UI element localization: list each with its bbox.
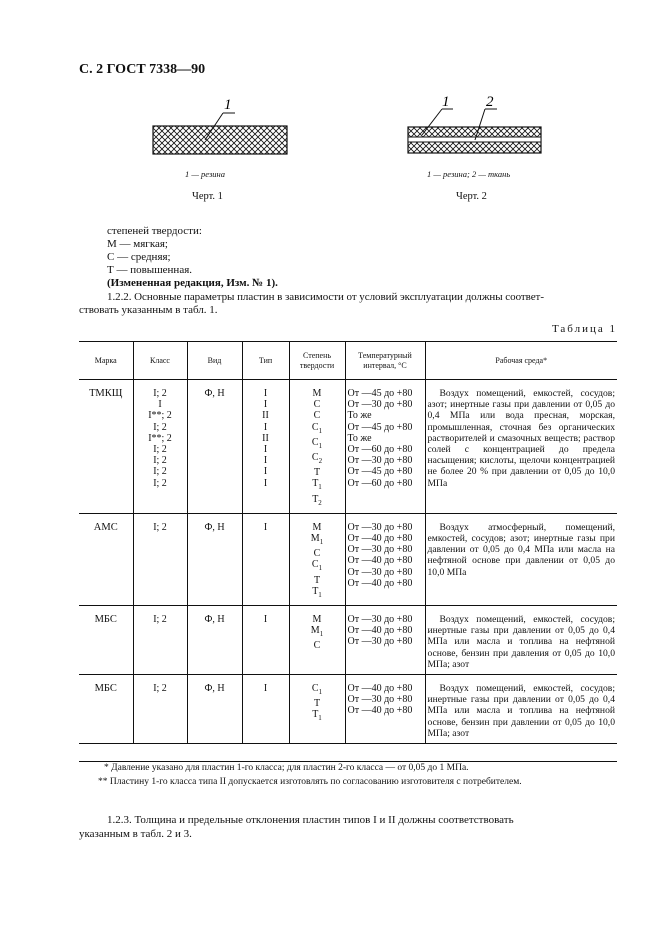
cell-mark: [79, 380, 133, 514]
cell-hardness: [289, 675, 345, 744]
table-row: [79, 606, 617, 675]
header-medium: Рабочая среда*: [425, 342, 617, 380]
cell-view-text: Ф, Н: [204, 614, 225, 626]
cell-type-line: I: [263, 444, 268, 456]
cell-mark: [79, 513, 133, 605]
paragraph-1-2-2-line-2: ствовать указанным в табл. 1.: [79, 304, 218, 316]
cell-mark-text: МБС: [94, 683, 117, 695]
cell-hardness-line: $С_1$: [311, 559, 323, 573]
cell-type-line: I: [263, 421, 268, 433]
cell-class-line: I; 2: [153, 455, 167, 467]
cell-type: [242, 513, 289, 605]
cell-mark-text: ТМКЩ: [89, 388, 123, 399]
cell-mark-text: МБС: [94, 614, 117, 626]
cell-temperature-line: От —30 до +80: [347, 544, 413, 556]
intro-line: Т — повышенная.: [107, 264, 193, 276]
cell-hardness-line: М: [312, 521, 322, 533]
cell-hardness-line: М: [312, 614, 322, 626]
cell-type-line: I: [263, 455, 268, 467]
cell-class: [133, 380, 187, 514]
cell-temperature-line: От —30 до +80: [347, 521, 413, 533]
cell-type-line: I: [263, 683, 268, 695]
cell-type-line: II: [262, 410, 269, 422]
header-temperature: Температурный интервал, °С: [345, 342, 425, 380]
cell-temperature: [345, 380, 425, 514]
paragraph-1-2-2-line-1: 1.2.2. Основные параметры пластин в зависимости от условий эксплуатации должны соответ-: [107, 291, 544, 303]
figure-2-drawing: [405, 95, 545, 157]
cell-type: [242, 606, 289, 675]
cell-class: [133, 675, 187, 744]
cell-temperature-line: От —30 до +80: [347, 636, 413, 648]
cell-class-line: I; 2: [153, 614, 167, 626]
table-1: [79, 341, 617, 744]
cell-hardness: [289, 606, 345, 675]
paragraph-1-2-3-line-2: указанным в табл. 2 и 3.: [79, 828, 192, 840]
cell-temperature: [345, 675, 425, 744]
figure-1-callout-number: 1: [224, 97, 232, 113]
cell-temperature: [345, 606, 425, 675]
cell-view: [187, 606, 242, 675]
figure-2-callout-1: 1: [442, 95, 450, 110]
cell-view: [187, 380, 242, 514]
cell-medium-text: Воздух атмосферный, помещений, емкостей, сосудов; азот; инертные газы при давлении от 0,05 до 0,4 МПа или масла на нефтяной основе при давлении от 0,05 до 10,0 МПа: [427, 521, 615, 578]
cell-temperature-line: От —45 до +80: [347, 466, 413, 478]
cell-hardness-line: $С_1$: [311, 421, 323, 435]
cell-hardness-line: Т: [313, 698, 321, 710]
cell-temperature-line: От —60 до +80: [347, 477, 413, 489]
cell-type-line: I: [263, 399, 268, 411]
figure-2-caption: 1 — резина; 2 — ткань: [427, 169, 511, 179]
intro-line: степеней твердости:: [107, 225, 202, 237]
cell-type-line: I: [263, 521, 268, 533]
cell-temperature-line: От —40 до +80: [347, 555, 413, 567]
cell-class-line: I; 2: [153, 521, 167, 533]
cell-class-line: I; 2: [153, 466, 167, 478]
cell-view-text: Ф, Н: [204, 388, 225, 399]
header-hardness: Степень твердости: [289, 342, 345, 380]
footnote-2: ** Пластину 1-го класса типа II допускается изготовлять по согласованию изготовителя с потребителем.: [98, 777, 522, 787]
cell-temperature-line: От —40 до +80: [347, 683, 413, 695]
cell-class-line: I**; 2: [148, 410, 172, 422]
cell-mark-text: АМС: [93, 521, 118, 533]
cell-medium: [425, 675, 617, 744]
table-row: [79, 380, 617, 514]
cell-medium-text: Воздух помещений, емкостей, сосудов; азот; инертные газы при давлении от 0,05 до 0,4 МПа или вода пресная, морская, промышленная, сточная без органических растворителей и смазочных веществ; раствор солей с концентрацией до предела насыщения; кислоты, щелочи концентрацией не более 20 % при давлении от 0,05 до 10,0 МПа: [427, 388, 615, 489]
header-type: Тип: [242, 342, 289, 380]
cell-hardness: [289, 380, 345, 514]
cell-hardness-line: С: [313, 548, 321, 560]
cell-medium: [425, 380, 617, 514]
cell-hardness-line: $Т_1$: [312, 478, 322, 492]
cell-type-line: I: [263, 614, 268, 626]
cell-temperature-line: От —30 до +80: [347, 455, 413, 467]
cell-hardness-line: С: [313, 399, 321, 411]
cell-hardness-line: С: [313, 640, 321, 652]
cell-temperature-line: От —40 до +80: [347, 577, 413, 589]
figure-2-callout-2: 2: [486, 95, 494, 110]
header-mark: Марка: [79, 342, 133, 380]
cell-class: [133, 606, 187, 675]
cell-temperature-line: От —30 до +80: [347, 566, 413, 578]
edit-note: (Измененная редакция, Изм. № 1).: [107, 277, 278, 289]
figure-1-title: Черт. 1: [192, 191, 223, 202]
cell-class-line: I**; 2: [148, 432, 172, 444]
cell-medium-text: Воздух помещений, емкостей, сосудов; инертные газы при давлении от 0,05 до 0,4 МПа или масла и топлива на нефтяной основе, бензин при давления от 0,05 до 10,0 МПа; азот: [427, 614, 615, 670]
figure-1-caption: 1 — резина: [185, 169, 226, 179]
paragraph-1-2-3-line-1: 1.2.3. Толщина и предельные отклонения пластин типов I и II должны соответствовать: [107, 814, 514, 826]
cell-mark: [79, 675, 133, 744]
cell-mark: [79, 606, 133, 675]
table-row: [79, 675, 617, 744]
cell-medium-text: Воздух помещений, емкостей, сосудов; инертные газы при давлении от 0,05 до 0,4 МПа или масла и топлива на нефтяной основе, бензин при давлении от 0,05 до 10,0 МПа; азот: [427, 683, 615, 739]
cell-type-line: I: [263, 477, 268, 489]
table-header-row: [79, 342, 617, 380]
intro-line: С — средняя;: [107, 251, 171, 263]
cell-hardness-line: М: [312, 388, 322, 399]
figure-2-title: Черт. 2: [456, 191, 487, 202]
cell-medium: [425, 606, 617, 675]
figure-1-drawing: [150, 95, 290, 157]
footnote-1: * Давление указано для пластин 1-го класса; для пластин 2-го класса — от 0,05 до 1 МПа.: [104, 763, 469, 773]
cell-type-line: I: [263, 388, 268, 399]
cell-temperature-line: От —40 до +80: [347, 625, 413, 637]
cell-temperature-line: От —40 до +80: [347, 705, 413, 717]
cell-view-text: Ф, Н: [204, 521, 225, 533]
cell-hardness-line: $М_1$: [310, 625, 324, 639]
cell-temperature-line: То же: [347, 410, 372, 422]
cell-temperature-line: От —45 до +80: [347, 388, 413, 399]
cell-hardness-line: $М_1$: [310, 533, 324, 547]
cell-hardness-line: Т: [313, 467, 321, 479]
cell-temperature-line: От —40 до +80: [347, 533, 413, 545]
cell-type-line: II: [262, 432, 269, 444]
footnote-rule: [79, 761, 617, 762]
page-header: С. 2 ГОСТ 7338—90: [79, 62, 206, 77]
cell-class-line: I; 2: [153, 444, 167, 456]
table-row: [79, 513, 617, 605]
cell-hardness-line: $С_1$: [311, 436, 323, 450]
cell-hardness-line: С: [313, 410, 321, 422]
cell-hardness-line: $С_2$: [311, 452, 323, 466]
cell-temperature: [345, 513, 425, 605]
cell-hardness-line: $Т_1$: [312, 585, 322, 599]
cell-class-line: I; 2: [153, 477, 167, 489]
cell-temperature-line: То же: [347, 432, 372, 444]
intro-line: М — мягкая;: [107, 238, 168, 250]
cell-temperature-line: От —30 до +80: [347, 694, 413, 706]
cell-medium: [425, 513, 617, 605]
cell-temperature-line: От —60 до +80: [347, 444, 413, 456]
header-view: Вид: [187, 342, 242, 380]
cell-hardness: [289, 513, 345, 605]
cell-view: [187, 513, 242, 605]
cell-view-text: Ф, Н: [204, 683, 225, 695]
header-class: Класс: [133, 342, 187, 380]
cell-class-line: I: [158, 399, 162, 411]
cell-temperature-line: От —30 до +80: [347, 399, 413, 411]
cell-hardness-line: $Т_2$: [312, 493, 322, 507]
cell-temperature-line: От —45 до +80: [347, 421, 413, 433]
cell-type: [242, 380, 289, 514]
cell-view: [187, 675, 242, 744]
cell-hardness-line: Т: [313, 574, 321, 586]
cell-class-line: I; 2: [153, 388, 167, 399]
cell-temperature-line: От —30 до +80: [347, 614, 413, 626]
cell-hardness-line: $Т_1$: [312, 709, 322, 723]
cell-type: [242, 675, 289, 744]
cell-hardness-line: $С_1$: [311, 683, 323, 697]
cell-class-line: I; 2: [153, 683, 167, 695]
cell-type-line: I: [263, 466, 268, 478]
cell-class: [133, 513, 187, 605]
cell-class-line: I; 2: [153, 421, 167, 433]
table-caption: Таблица 1: [551, 323, 617, 335]
